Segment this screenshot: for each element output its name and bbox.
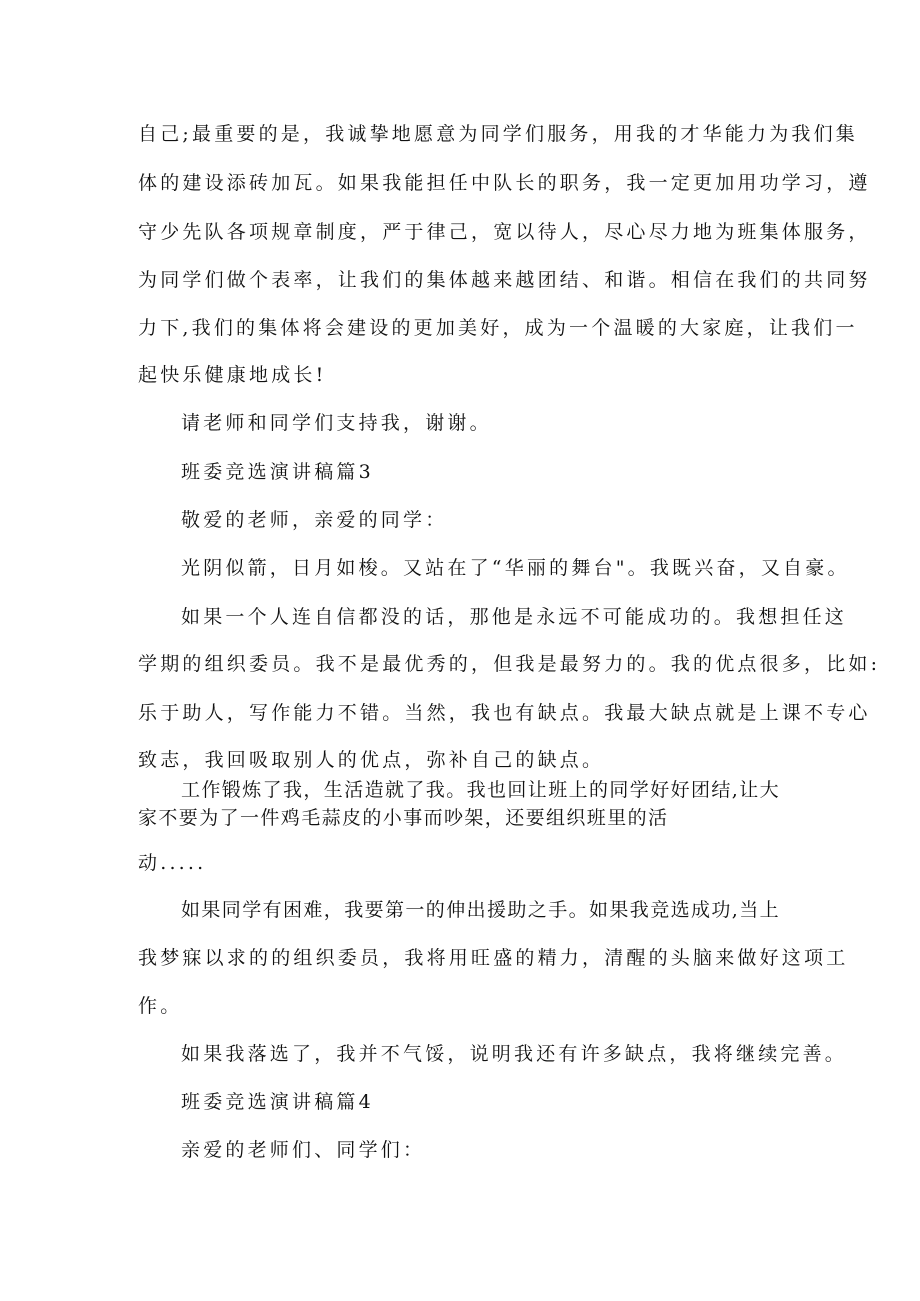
paragraph-line: 如果我落选了，我并不气馁，说明我还有许多缺点，我将继续完善。: [181, 1043, 848, 1065]
paragraph-line: 如果一个人连自信都没的话，那他是永远不可能成功的。我想担任这: [181, 606, 848, 628]
paragraph-line: 工作锻炼了我，生活造就了我。我也回让班上的同学好好团结,让大: [181, 779, 781, 801]
paragraph-line: 作。: [138, 995, 183, 1017]
paragraph-line: 力下,我们的集体将会建设的更加美好，成为一个温暖的大家庭，让我们一: [138, 317, 858, 339]
paragraph-line: 守少先队各项规章制度，严于律己，宽以待人，尽心尽力地为班集体服务，: [138, 221, 871, 243]
paragraph-line: 致志，我回吸取别人的优点，弥补自己的缺点。: [138, 749, 605, 771]
paragraph-line: 家不要为了一件鸡毛蒜皮的小事而吵架，还要组织班里的活: [138, 807, 669, 829]
paragraph-line: 学期的组织委员。我不是最优秀的，但我是最努力的。我的优点很多，比如:: [138, 653, 881, 675]
paragraph-line: 请老师和同学们支持我，谢谢。: [181, 412, 492, 434]
paragraph-line: 光阴似箭，日月如梭。又站在了“华丽的舞台"。我既兴奋，又自豪。: [181, 557, 850, 579]
paragraph-line: 我梦寐以求的的组织委员，我将用旺盛的精力，清醒的头脑来做好这项工: [138, 947, 849, 969]
paragraph-line: 体的建设添砖加瓦。如果我能担任中队长的职务，我一定更加用功学习，遵: [138, 172, 871, 194]
salutation: 亲爱的老师们、同学们：: [181, 1139, 426, 1161]
section-heading: 班委竞选演讲稿篇4: [181, 1091, 374, 1113]
paragraph-line: 自己;最重要的是，我诚挚地愿意为同学们服务，用我的才华能力为我们集: [138, 123, 859, 145]
paragraph-line: 乐于助人，写作能力不错。当然，我也有缺点。我最大缺点就是上课不专心: [138, 702, 871, 724]
section-heading: 班委竞选演讲稿篇3: [181, 461, 374, 483]
paragraph-line: 如果同学有困难，我要第一的伸出援助之手。如果我竞选成功,当上: [181, 899, 781, 921]
paragraph-line: 起快乐健康地成长!: [138, 364, 327, 386]
paragraph-line: 为同学们做个表率，让我们的集体越来越团结、和谐。相信在我们的共同努: [138, 269, 871, 291]
salutation: 敬爱的老师，亲爱的同学：: [181, 509, 448, 531]
paragraph-line: 动.....: [138, 852, 207, 874]
